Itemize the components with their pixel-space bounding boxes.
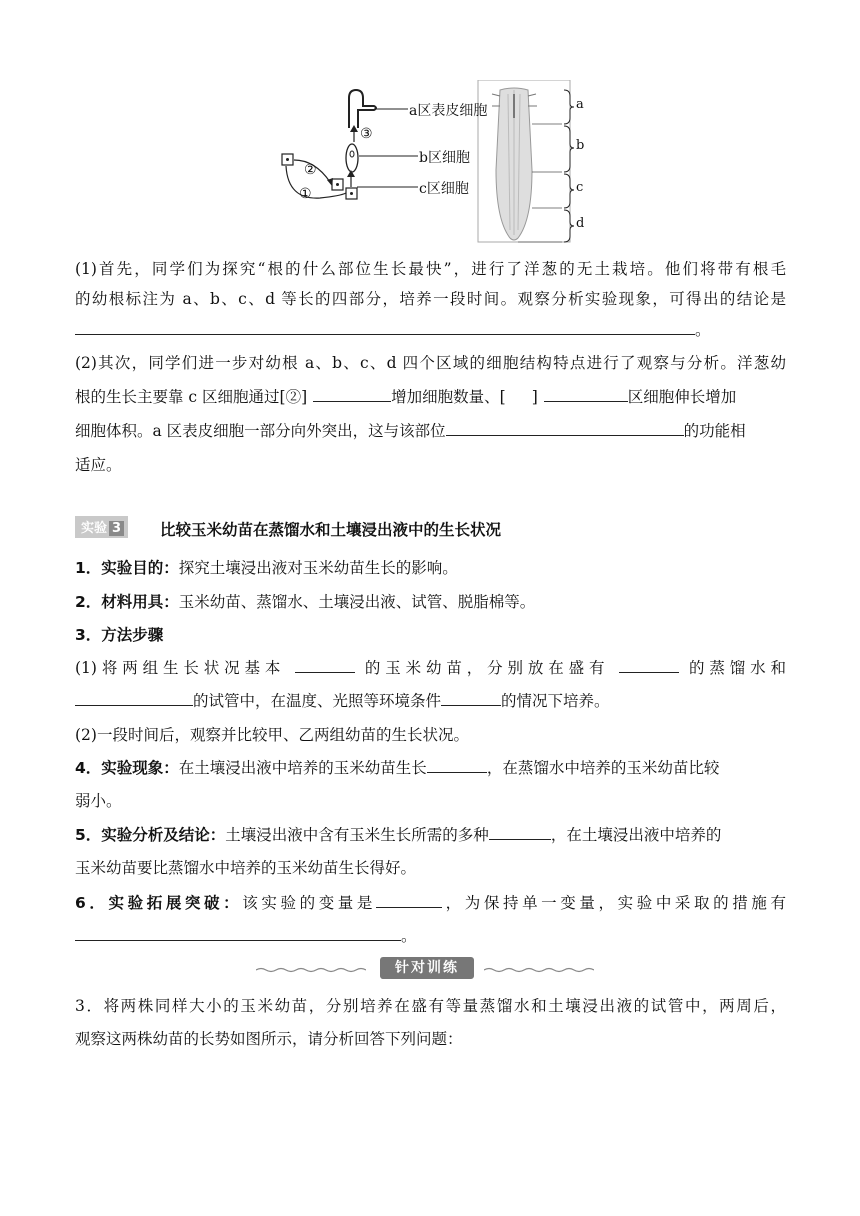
label-step-3: ③ xyxy=(360,126,373,142)
q2-text: 根的生长主要靠 c 区细胞通过[②] xyxy=(75,388,308,406)
q2-text: 的功能相 xyxy=(683,422,746,440)
experiment-title: 比较玉米幼苗在蒸馏水和土壤浸出液中的生长状况 xyxy=(160,521,502,539)
answer-blank[interactable] xyxy=(376,893,442,908)
item-text: 探究土壤浸出液对玉米幼苗生长的影响。 xyxy=(178,559,458,577)
label-zone-a: a xyxy=(576,97,584,112)
label-a-epidermis-cell: a区表皮细胞 xyxy=(409,103,488,119)
label-step-1: ① xyxy=(299,186,312,202)
item-text: 该实验的变量是 xyxy=(242,894,377,912)
label-zone-d: d xyxy=(576,216,585,231)
q2-line-4: 适应。 xyxy=(75,456,122,474)
item-3 xyxy=(75,625,163,645)
q2-text: 增加细胞数量、[ xyxy=(391,388,506,406)
answer-blank[interactable] xyxy=(295,658,355,673)
answer-blank[interactable] xyxy=(619,658,679,673)
answer-blank[interactable] xyxy=(544,387,628,402)
q1-line-1: (1)首先，同学们为探究“根的什么部位生长最快”，进行了洋葱的无土栽培。他们将带有根毛 xyxy=(75,260,786,278)
item-4-line-1 xyxy=(75,758,719,778)
label-b-cell: b区细胞 xyxy=(419,150,470,166)
label-zone-b: b xyxy=(576,138,585,153)
item-2 xyxy=(75,592,535,612)
item-label: 2．材料用具： xyxy=(75,593,179,611)
item-label: 4．实验现象： xyxy=(75,759,179,777)
wave-decoration xyxy=(484,967,594,973)
step-text: 的情况下培养。 xyxy=(501,692,610,710)
step-text: 的试管中，在温度、光照等环境条件 xyxy=(193,692,442,710)
item-text: 在土壤浸出液中培养的玉米幼苗生长 xyxy=(178,759,427,777)
step-2: (2)一段时间后，观察并比较甲、乙两组幼苗的生长状况。 xyxy=(75,726,469,744)
item-label: 6．实验拓展突破： xyxy=(75,894,243,912)
period: 。 xyxy=(695,321,711,339)
q1-line-3 xyxy=(75,320,711,340)
experiment-tag-number: 3 xyxy=(109,521,124,536)
item-text: ，在蒸馏水中培养的玉米幼苗比较 xyxy=(486,759,720,777)
q2-text: 区细胞伸长增加 xyxy=(627,388,737,406)
q2-text: ] xyxy=(531,388,538,406)
label-c-cell: c区细胞 xyxy=(419,181,469,197)
item-label: 5．实验分析及结论： xyxy=(75,826,226,844)
item-6-line-2 xyxy=(75,926,417,946)
wave-decoration xyxy=(256,967,366,973)
q3-line-2: 观察这两株幼苗的长势如图所示，请分析回答下列问题： xyxy=(75,1030,463,1048)
item-label: 3．方法步骤 xyxy=(75,626,164,644)
item-5-line-2: 玉米幼苗要比蒸馏水中培养的玉米幼苗生长得好。 xyxy=(75,859,417,877)
label-zone-c: c xyxy=(576,180,584,195)
q3-line-1: 3．将两株同样大小的玉米幼苗，分别培养在盛有等量蒸馏水和土壤浸出液的试管中，两周后， xyxy=(75,997,786,1015)
item-4-line-2: 弱小。 xyxy=(75,792,122,810)
item-6-line-1 xyxy=(75,893,786,913)
item-text: ，在土壤浸出液中培养的 xyxy=(550,826,722,844)
step-text: 的玉米幼苗，分别放在盛有 xyxy=(364,659,610,677)
answer-blank[interactable] xyxy=(427,758,487,773)
item-5-line-1 xyxy=(75,825,721,845)
answer-blank[interactable] xyxy=(441,691,501,706)
practice-banner xyxy=(256,957,596,981)
item-text: ，为保持单一变量，实验中采取的措施有 xyxy=(442,894,786,912)
item-text: 玉米幼苗、蒸馏水、土壤浸出液、试管、脱脂棉等。 xyxy=(178,593,536,611)
answer-blank[interactable] xyxy=(75,691,193,706)
answer-blank[interactable] xyxy=(75,926,401,941)
answer-blank[interactable] xyxy=(313,387,391,402)
q2-line-2 xyxy=(75,387,736,407)
step-1-line-2 xyxy=(75,691,610,711)
item-text: 土壤浸出液中含有玉米生长所需的多种 xyxy=(225,826,489,844)
answer-blank[interactable] xyxy=(446,421,684,436)
step-text: (1)将两组生长状况基本 xyxy=(75,659,286,677)
experiment-tag xyxy=(75,516,128,538)
step-1-line-1 xyxy=(75,658,786,678)
experiment-heading xyxy=(75,516,502,539)
item-label: 1．实验目的： xyxy=(75,559,179,577)
answer-blank[interactable] xyxy=(489,825,551,840)
root-hair-cell-shape xyxy=(349,90,376,128)
root-cell-diagram xyxy=(270,80,600,250)
period: 。 xyxy=(401,927,417,945)
q2-line-3 xyxy=(75,421,746,441)
experiment-tag-label: 实验 xyxy=(81,521,108,536)
step-text: 的蒸馏水和 xyxy=(688,659,786,677)
q2-text: 细胞体积。a 区表皮细胞一部分向外突出，这与该部位 xyxy=(75,422,446,440)
practice-banner-label: 针对训练 xyxy=(380,957,474,979)
q1-line-2: 的幼根标注为 a、b、c、d 等长的四部分，培养一段时间。观察分析实验现象，可得出的结论是 xyxy=(75,290,786,308)
q2-line-1: (2)其次，同学们进一步对幼根 a、b、c、d 四个区域的细胞结构特点进行了观察与分析。洋葱幼 xyxy=(75,354,786,372)
item-1 xyxy=(75,558,458,578)
label-step-2: ② xyxy=(304,162,317,178)
answer-blank[interactable] xyxy=(75,320,695,335)
